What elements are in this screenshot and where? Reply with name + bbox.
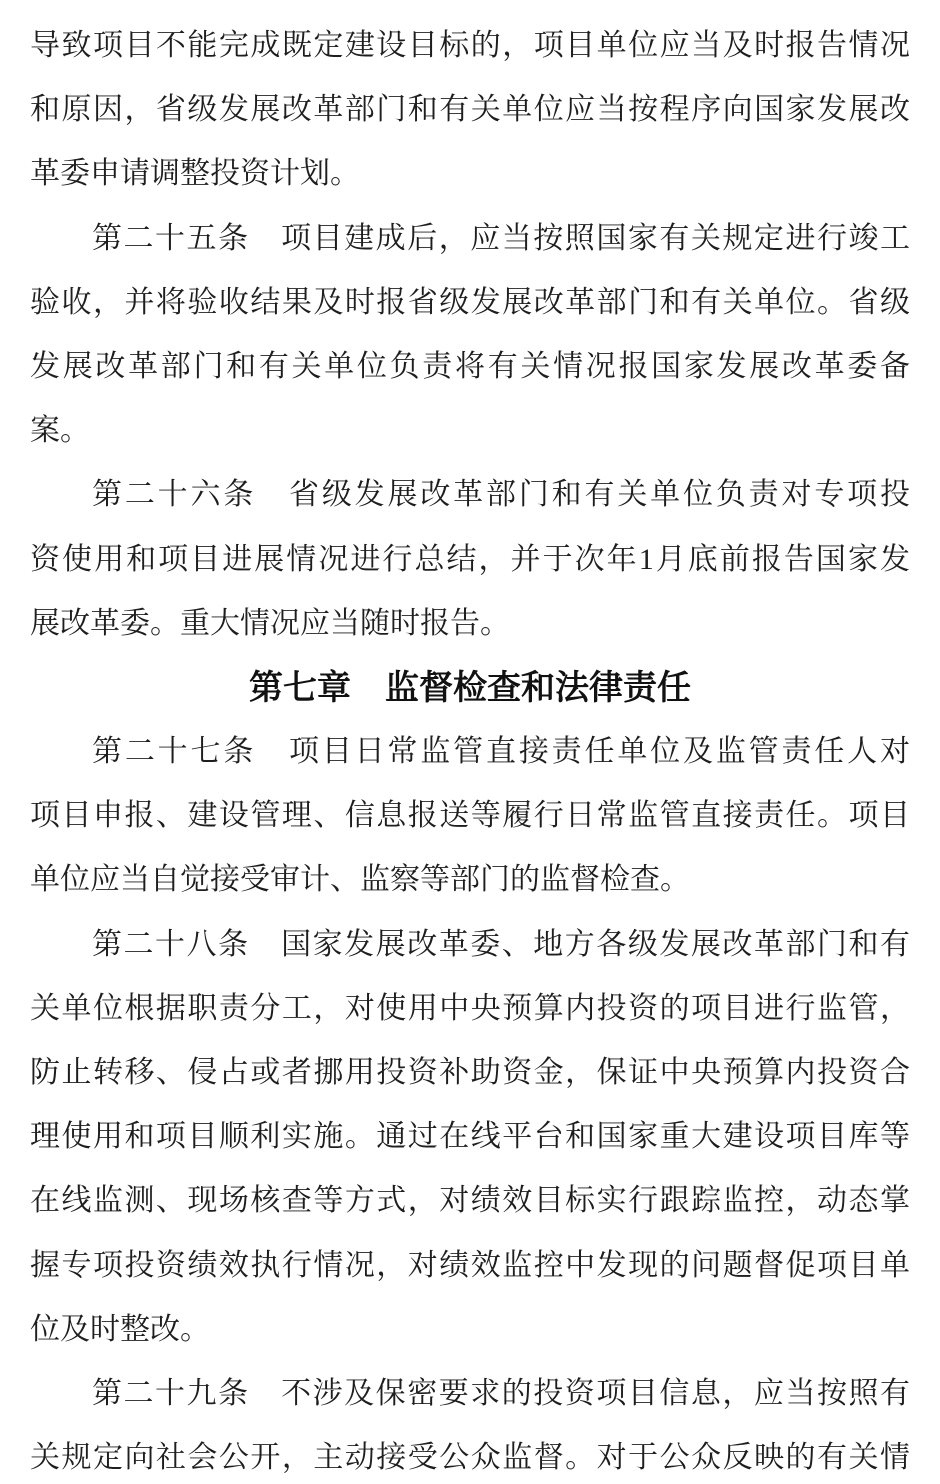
body-text-line: 关单位根据职责分工，对使用中央预算内投资的项目进行监管，	[30, 991, 910, 1025]
body-text-line: 导致项目不能完成既定建设目标的，项目单位应当及时报告情况	[30, 29, 910, 62]
body-text-line: 第二十五条 项目建成后，应当按照国家有关规定进行竣工	[92, 221, 910, 255]
body-text-line: 关规定向社会公开，主动接受公众监督。对于公众反映的有关情	[30, 1441, 910, 1475]
body-text-line: 握专项投资绩效执行情况，对绩效监控中发现的问题督促项目单	[30, 1248, 910, 1282]
body-text-line: 第二十九条 不涉及保密要求的投资项目信息，应当按照有	[92, 1376, 910, 1410]
body-text-line: 发展改革部门和有关单位负责将有关情况报国家发展改革委备	[30, 349, 910, 383]
body-text-line: 第二十八条 国家发展改革委、地方各级发展改革部门和有	[92, 927, 910, 961]
body-text-line: 资使用和项目进展情况进行总结，并于次年1月底前报告国家发	[30, 542, 910, 576]
body-text-line: 和原因，省级发展改革部门和有关单位应当按程序向国家发展改	[30, 93, 910, 127]
body-text-line: 位及时整改。	[30, 1312, 210, 1346]
body-text-line: 革委申请调整投资计划。	[30, 157, 360, 191]
body-text-line: 单位应当自觉接受审计、监察等部门的监督检查。	[30, 863, 690, 897]
chapter-heading: 第七章 监督检查和法律责任	[249, 668, 691, 707]
body-text-line: 防止转移、侵占或者挪用投资补助资金，保证中央预算内投资合	[30, 1056, 910, 1089]
body-text-line: 理使用和项目顺利实施。通过在线平台和国家重大建设项目库等	[30, 1120, 910, 1154]
body-text-line: 第二十六条 省级发展改革部门和有关单位负责对专项投	[92, 478, 910, 512]
body-text-line: 在线监测、现场核查等方式，对绩效目标实行跟踪监控，动态掌	[30, 1184, 910, 1218]
body-text-line: 项目申报、建设管理、信息报送等履行日常监管直接责任。项目	[30, 799, 910, 833]
body-text-line: 展改革委。重大情况应当随时报告。	[30, 606, 510, 640]
body-text-line: 验收，并将验收结果及时报省级发展改革部门和有关单位。省级	[30, 285, 910, 319]
body-text-line: 案。	[30, 414, 90, 448]
body-text-line: 第二十七条 项目日常监管直接责任单位及监管责任人对	[92, 735, 910, 769]
document-body	[30, 14, 910, 1484]
